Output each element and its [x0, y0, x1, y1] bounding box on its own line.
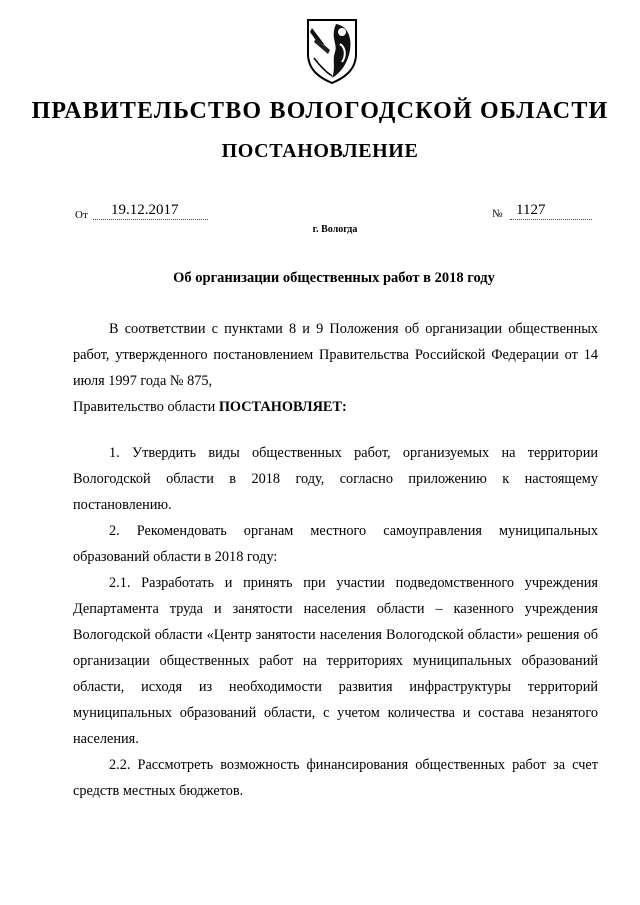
document-type: ПОСТАНОВЛЕНИЕ — [221, 140, 419, 162]
org-title: ПРАВИТЕЛЬСТВО ВОЛОГОДСКОЙ ОБЛАСТИ — [31, 98, 609, 124]
document-body — [73, 316, 598, 804]
city: г. Вологда — [312, 224, 358, 235]
document-subject: Об организации общественных работ в 2018 году — [173, 270, 495, 286]
item-2-1: 2.1. Разработать и принять при участии подведомственного учреждения Департамента труда и занятости населения области – казенного учреждения Вологодской области «Центр занятости населения Вологодской области» решения об организации общественных работ на территориях муниципальных образований области, исходя из необходимости развития инфраструктуры территорий муниципальных образований области, с учетом количества и состава незанятого населения. — [73, 575, 598, 747]
item-2-2: 2.2. Рассмотреть возможность финансирования общественных работ за счет средств местных бюджетов. — [73, 757, 598, 799]
preamble-paragraph: В соответствии с пунктами 8 и 9 Положения об организации общественных работ, утвержденного постановлением Правительства Российской Федерации от 14 июля 1997 года № 875, — [73, 321, 598, 389]
date-label: От — [75, 209, 88, 221]
item-2: 2. Рекомендовать органам местного самоуправления муниципальных образований области в 2018 году: — [73, 523, 598, 565]
resolve-paragraph — [73, 394, 598, 420]
number-label: № — [492, 208, 503, 220]
document-number: 1127 — [510, 202, 592, 220]
vologda-coat-of-arms-icon — [302, 14, 362, 86]
document-date: 19.12.2017 — [93, 202, 208, 220]
resolve-word: ПОСТАНОВЛЯЕТ: — [218, 399, 347, 415]
spacer — [73, 420, 598, 440]
item-1: 1. Утвердить виды общественных работ, организуемых на территории Вологодской области в 2018 году, согласно приложению к настоящему постановлению. — [73, 445, 598, 513]
resolve-prefix: Правительство области — [73, 399, 219, 415]
